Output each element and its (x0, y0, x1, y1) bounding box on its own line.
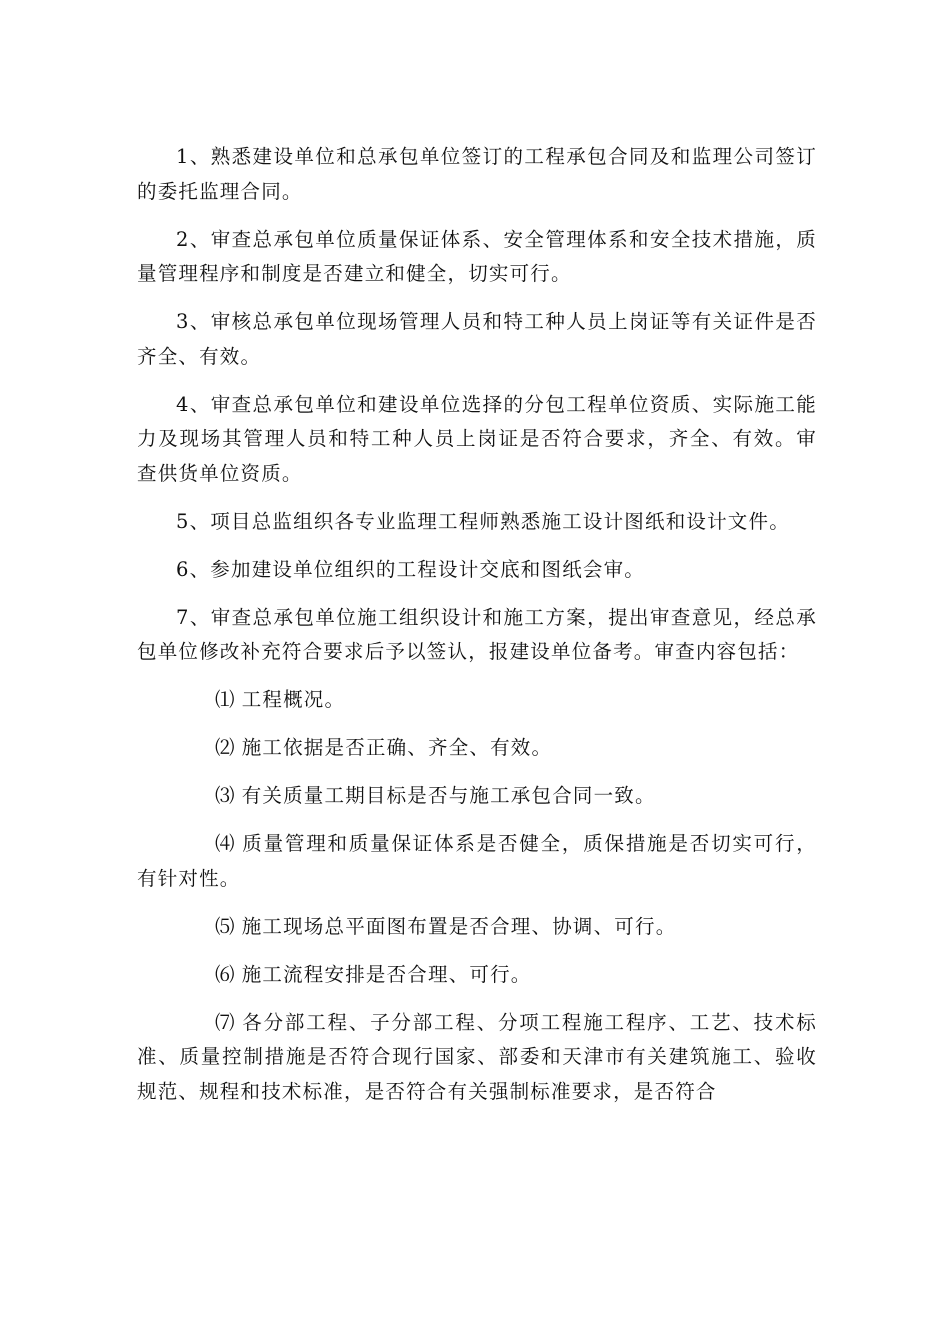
paragraph-3: 3、审核总承包单位现场管理人员和特工种人员上岗证等有关证件是否齐全、有效。 (137, 310, 817, 368)
sub-item-marker: ⑺ (215, 1010, 236, 1034)
sub-item-text: 有关质量工期目标是否与施工承包合同一致。 (241, 784, 656, 807)
sub-item-marker: ⑸ (215, 914, 236, 938)
sub-item-5 (137, 910, 817, 945)
sub-item-text: 工程概况。 (241, 688, 346, 711)
sub-item-marker: ⑵ (215, 736, 236, 759)
paragraph-1: 1、熟悉建设单位和总承包单位签订的工程承包合同及和监理公司签订的委托监理合同。 (137, 145, 817, 203)
sub-item-7 (137, 1006, 817, 1110)
paragraph-5: 5、项目总监组织各专业监理工程师熟悉施工设计图纸和设计文件。 (176, 509, 790, 533)
sub-item-text: 施工流程安排是否合理、可行。 (241, 962, 532, 986)
sub-item-marker: ⑶ (215, 784, 236, 807)
sub-item-6 (137, 958, 817, 993)
sub-item-text: 质量管理和质量保证体系是否健全，质保措施是否切实可行，有针对性。 (137, 832, 817, 890)
sub-item-text: 施工现场总平面图布置是否合理、协调、可行。 (241, 914, 677, 938)
sub-item-text: 施工依据是否正确、齐全、有效。 (241, 736, 553, 759)
sub-item-2 (137, 731, 817, 766)
sub-item-marker: ⑴ (215, 688, 236, 711)
sub-item-marker: ⑹ (215, 962, 236, 986)
paragraph-2: 2、审查总承包单位质量保证体系、安全管理体系和安全技术措施，质量管理程序和制度是否建立和健全，切实可行。 (137, 227, 817, 285)
sub-item-1 (137, 683, 817, 718)
paragraph-6: 6、参加建设单位组织的工程设计交底和图纸会审。 (176, 557, 646, 581)
sub-item-text: 各分部工程、子分部工程、分项工程施工程序、工艺、技术标准、质量控制措施是否符合现行国家、部委和天津市有关建筑施工、验收规范、规程和技术标准，是否符合有关强制标准要求，是否符合 (137, 1010, 817, 1103)
sub-item-marker: ⑷ (215, 832, 236, 855)
paragraph-7: 7、审查总承包单位施工组织设计和施工方案，提出审查意见，经总承包单位修改补充符合要求后予以签认，报建设单位备考。审查内容包括： (137, 605, 817, 663)
sub-item-3 (137, 779, 817, 814)
document-body (137, 140, 817, 1123)
sub-item-4 (137, 827, 817, 896)
paragraph-4: 4、审查总承包单位和建设单位选择的分包工程单位资质、实际施工能力及现场其管理人员和特工种人员上岗证是否符合要求，齐全、有效。审查供货单位资质。 (137, 392, 817, 485)
